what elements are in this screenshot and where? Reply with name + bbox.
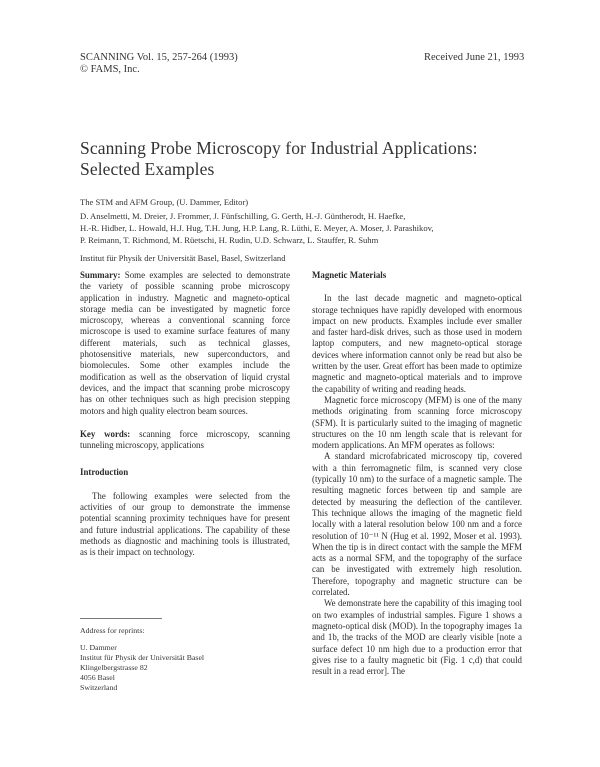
body-paragraph: In the last decade magnetic and magneto-optical storage techniques have rapidly developed with enormous impact on new products. Examples include ever smaller and faster hard-disk drives, such as those used in modern laptop computers, and new magneto-optical storage devices where information cannot only be read but also be written by the user. Great effort has been made to optimize magnetic and magneto-optical materials and to improve the capability of writing and reading heads. [312,293,522,394]
author-line-3: P. Reimann, T. Richmond, M. Rüetschi, H. Rudin, U.D. Schwarz, L. Stauffer, R. Suhm [80,235,379,245]
introduction-paragraph: The following examples were selected from the activities of our group to demonstrate the immense potential scanning proximity techniques have for present and future industrial applications. The capability of these methods as diagnostic and machining tools is illustrated, as is their impact on technology. [80,490,290,558]
body-paragraph: We demonstrate here the capability of this imaging tool on two examples of industrial samples. Figure 1 shows a magneto-optical disk (MOD). In the topography images 1a and 1b, the tracks of the MOD are clearly visible [note a surface defect 10 nm high due to a production error that gives rise to a faulty magnetic bit (Fig. 1 c,d) that could result in a read error]. The [312,598,522,677]
author-line-1: D. Anselmetti, M. Dreier, J. Frommer, J. Fünfschilling, G. Gerth, H.-J. Güntherodt, H. Haefke, [80,211,406,221]
body-paragraph: A standard microfabricated microscopy tip, covered with a thin ferromagnetic film, is scanned very close (typically 10 nm) to the surface of a magnetic sample. The resulting magnetic forces between tip and sample are detected by measuring the deflection of the cantilever. This technique allows the imaging of the magnetic field locally with a lateral resolution below 100 nm and a force resolution of 10⁻¹¹ N (Hug et al. 1992, Moser et al. 1993). When the tip is in direct contact with the sample the MFM acts as a normal SFM, and the topography of the surface can be investigated with extremely high resolution. Therefore, topography and magnetic structure can be correlated. [312,451,522,598]
address-line: U. Dammer [80,643,117,652]
keywords-label: Key words: [80,428,131,439]
address-line: Institut für Physik der Universität Basel [80,653,205,662]
reprints-label: Address for reprints: [80,626,145,635]
body-paragraph: Magnetic force microscopy (MFM) is one of the many methods originating from scanning force microscopy (SFM). It is particularly suited to the imaging of magnetic structures on the 10 nm length scale that is relevant for modern applications. An MFM operates as follows: [312,394,522,451]
keywords-paragraph [80,429,290,452]
article-title-line-2: Selected Examples [80,159,215,179]
reprints-address [80,643,204,693]
address-line: Switzerland [80,683,118,692]
publisher-line: © FAMS, Inc. [80,64,140,75]
author-line-2: H.-R. Hidber, L. Howald, H.J. Hug, T.H. Jung, H.P. Lang, R. Lüthi, E. Meyer, A. Moser, J. Parashikov, [80,223,434,233]
footnote-rule [80,618,162,619]
article-title-line-1: Scanning Probe Microscopy for Industrial Applications: [80,138,478,158]
summary-paragraph [80,270,290,417]
left-column [80,270,290,559]
right-column [312,270,522,677]
introduction-heading: Introduction [80,467,129,478]
affiliation: Institut für Physik der Universität Basel, Basel, Switzerland [80,253,286,263]
received-date: Received June 21, 1993 [424,52,525,63]
summary-label: Summary: [80,270,121,280]
journal-citation: SCANNING Vol. 15, 257-264 (1993) [80,52,238,63]
address-line: 4056 Basel [80,673,115,682]
keywords-text: scanning force microscopy, scanning tunneling microscopy, applications [80,428,291,451]
group-editor: The STM and AFM Group, (U. Dammer, Editor) [80,197,249,207]
address-line: Klingelbergstrasse 82 [80,663,148,672]
summary-text: Some examples are selected to demonstrate the variety of possible scanning probe microscopy application in industry. Magnetic and magneto-optical storage media can be investigated by magnetic force microscopy, whereas a conventional scanning force microscope is used to examine surface features of many different materials, such as technical glasses, photosensitive materials, new superconductors, and biomolecules. Some other examples include the modification as well as the observation of liquid crystal devices, and the impact that scanning probe microscopy has on other techniques such as high precision stepping motors and high quality electron beam sources. [80,270,291,416]
magnetic-materials-heading: Magnetic Materials [312,270,387,280]
